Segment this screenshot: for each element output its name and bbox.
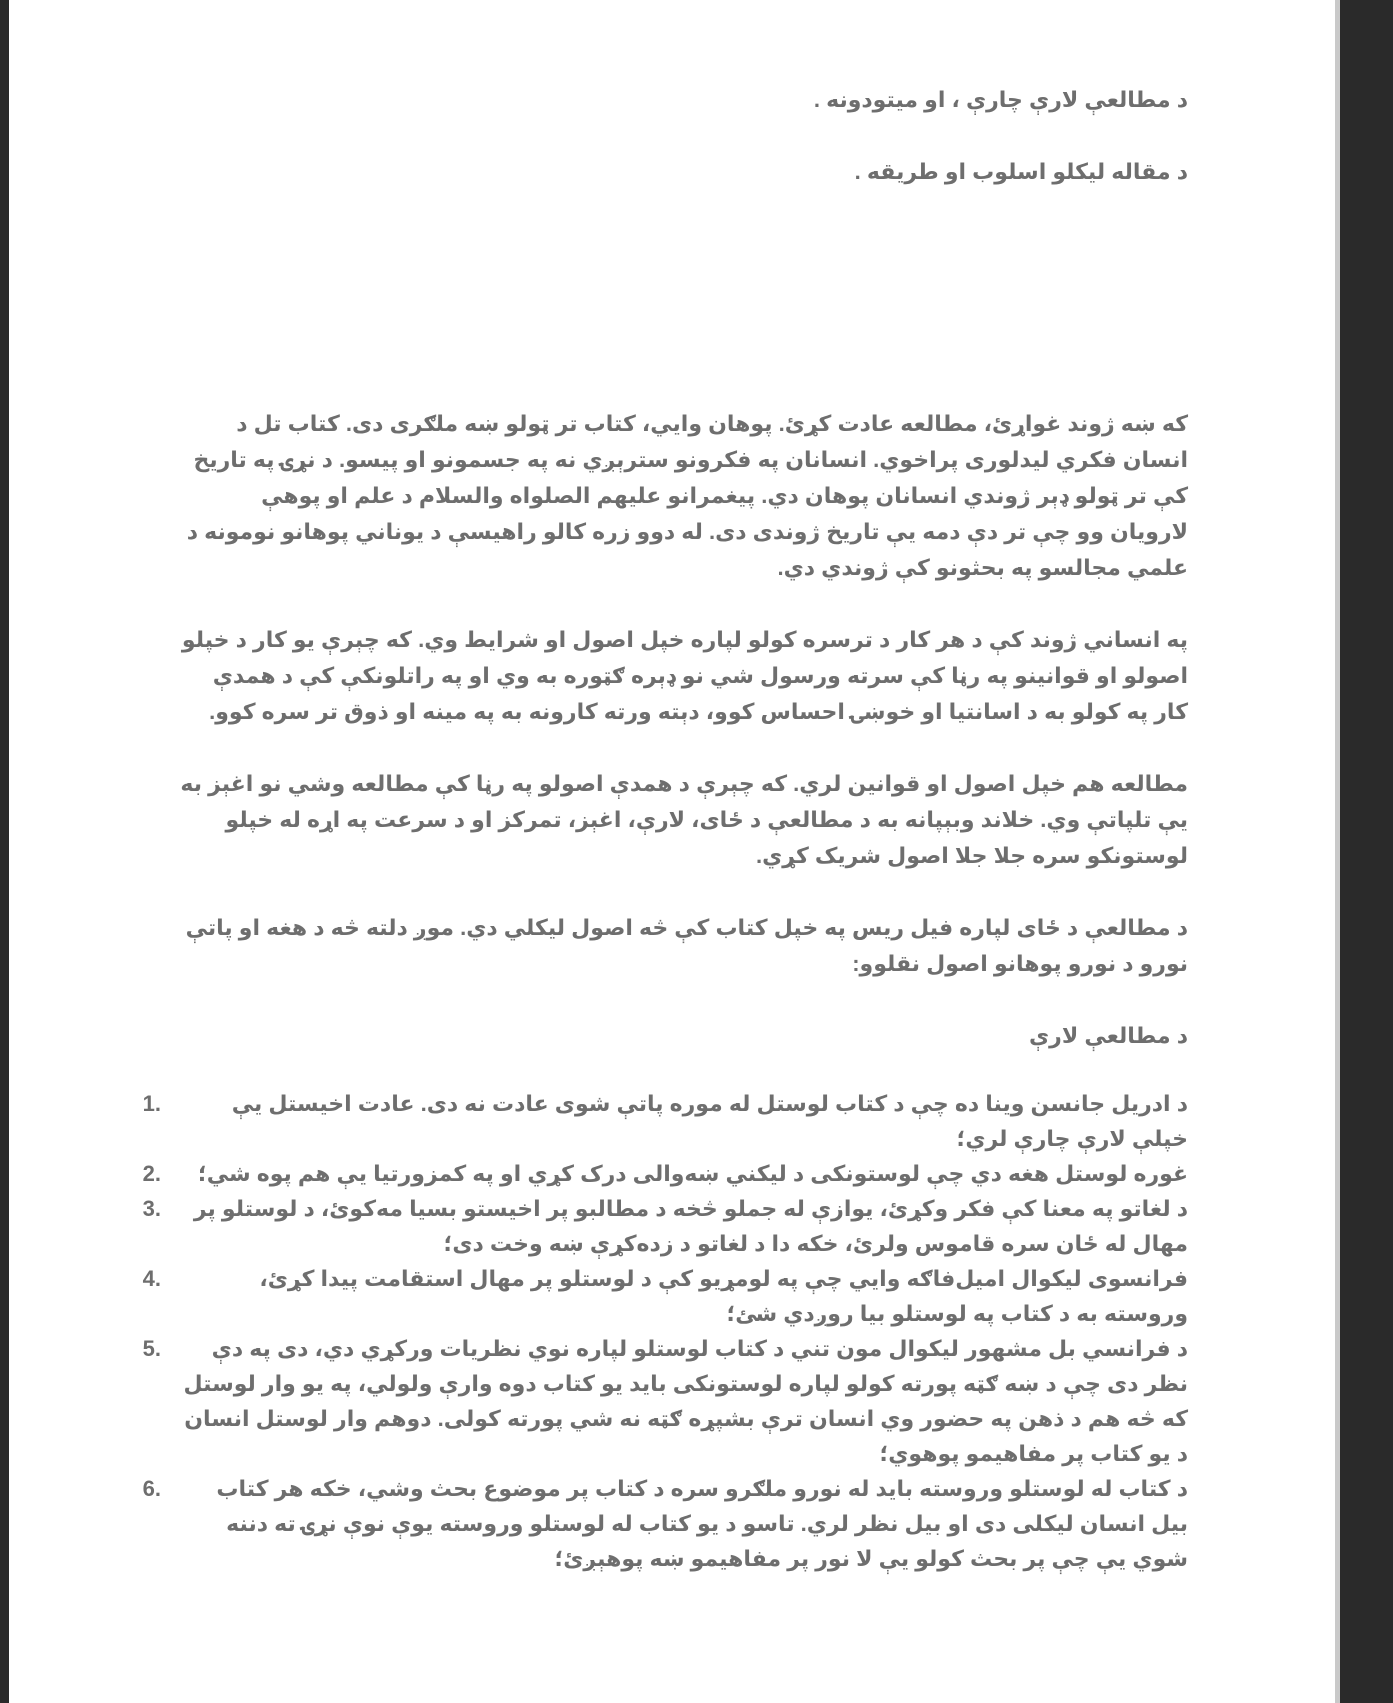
list-item xyxy=(142,1191,1188,1261)
left-border xyxy=(0,0,9,1703)
list-item-text: د فرانسي بل مشهور لیکوال مون تني د کتاب لوستلو لپاره نوي نظریات ورکړي دي، دی په دې نظر دی چې د ښه ګټه پورته کولو لپاره لوستونکی باید یو کتاب دوه وارې ولولي، په یو وار لوستل که څه هم د ذهن په حضور وي انسان ترې بشپړه ګټه نه شي پورته کولی. دوهم وار لوستل انسان د یو کتاب پر مفاهیمو پوهوي؛ xyxy=(183,1336,1188,1466)
paragraph-1: که ښه ژوند غواړئ، مطالعه عادت کړئ. پوهان وايي، کتاب تر ټولو ښه ملګری دی. کتاب تل د انسان فکري لیدلوری پراخوي. انسانان په فکرونو سترېږي نه په جسمونو او پیسو. د نړۍ په تاریخ کې تر ټولو ډېر ژوندي انسانان پوهان دي. پیغمرانو علیهم الصلواه والسلام د علم او پوهې لارویان وو چې تر دې دمه یې تاریخ ژوندی دی. له دوو زره کالو راهیسې د یوناني پوهانو نومونه د علمي مجالسو په بحثونو کې ژوندي دي. xyxy=(186,411,1188,580)
list-item-text: د لغاتو په معنا کې فکر وکړئ، یوازې له جملو څخه د مطالبو پر اخیستو بسیا مه‌کوئ، د لوستلو پر مهال له ځان سره قاموس ولرئ، خکه دا د لغاتو د زده‌کړې ښه وخت دی؛ xyxy=(193,1196,1188,1256)
list-item-text: د کتاب له لوستلو وروسته باید له نورو ملګرو سره د کتاب پر موضوع بحث وشي، خکه هر کتاب بیل انسان لیکلی دی او بیل نظر لري. تاسو د یو کتاب له لوستلو وروسته یوې نوې نړۍ ته دننه شوي یې چې پر بحث کولو یې لا نور پر مفاهیمو ښه پوهېږئ؛ xyxy=(216,1476,1188,1571)
list-item xyxy=(142,1471,1188,1576)
right-border xyxy=(1340,0,1393,1703)
list-item xyxy=(142,1156,1188,1191)
list-item xyxy=(142,1086,1188,1156)
paragraph-2: په انساني ژوند کې د هر کار د ترسره کولو لپاره خپل اصول او شرایط وي. که چېرې یو کار د خپلو اصولو او قوانینو په رڼا کې سرته ورسول شي نو ډېره ګټوره به وي او په راتلونکې کې د همدې کار په کولو به د اسانتیا او خوښۍ احساس کوو، دېته ورته کارونه به په مینه او ذوق تر سره کوو. xyxy=(181,627,1188,724)
list-item xyxy=(142,1331,1188,1471)
document-subheading: د مقاله لیکلو اسلوب او طریقه . xyxy=(854,159,1188,184)
list-item xyxy=(142,1261,1188,1331)
list-number: 3. xyxy=(142,1196,161,1221)
numbered-list xyxy=(142,1086,1188,1576)
list-number: 2. xyxy=(142,1161,161,1186)
list-item-text: د ادریل جانسن وینا ده چې د کتاب لوستل له موره پاتې شوی عادت نه دی. عادت اخیستل یې خپلې لارې چارې لري؛ xyxy=(231,1091,1188,1151)
paragraph-3: مطالعه هم خپل اصول او قوانین لري. که چېرې د همدې اصولو په رڼا کې مطالعه وشي نو اغېز به یې تلپاتې وي. خلاند وبېپانه به د مطالعې د ځای، لارې، اغېز، تمرکز او د سرعت په اړه له خپلو لوستونکو سره جلا جلا اصول شریک کړي. xyxy=(180,771,1188,868)
list-number: 6. xyxy=(142,1476,161,1501)
document-heading: د مطالعې لارې چارې ، او میتودونه . xyxy=(813,87,1188,112)
list-number: 4. xyxy=(142,1266,161,1291)
list-number: 5. xyxy=(142,1336,161,1361)
list-number: 1. xyxy=(142,1091,161,1116)
document-body xyxy=(142,82,1188,1576)
section-title: د مطالعې لارې xyxy=(1029,1023,1188,1048)
document-page xyxy=(9,0,1335,1703)
list-item-text: فرانسوی لیکوال امیل‌فاګه وایي چې په لومړیو کې د لوستلو پر مهال استقامت پیدا کړئ، وروسته به د کتاب په لوستلو بیا روږدي شئ؛ xyxy=(259,1266,1188,1326)
paragraph-4: د مطالعې د ځای لپاره فیل ریس په خپل کتاب کې څه اصول لیکلي دي. موږ دلته څه د هغه او پاتې نورو د نورو پوهانو اصول نقلوو: xyxy=(185,915,1188,976)
list-item-text: غوره لوستل هغه دي چې لوستونکی د لیکني ښه‌والی درک کړي او په کمزورتیا یې هم پوه شي؛ xyxy=(197,1161,1188,1186)
